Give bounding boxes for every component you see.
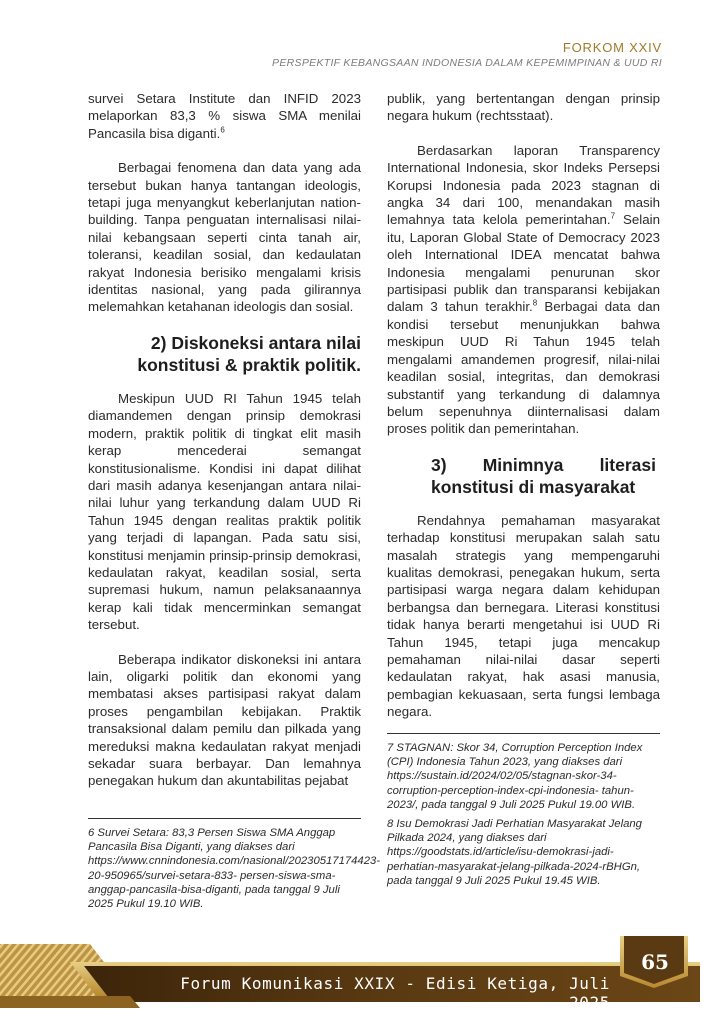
- paragraph: publik, yang bertentangan dengan prinsip negara hukum (rechtsstaat).: [387, 91, 660, 124]
- paragraph-text: Selain itu, Laporan Global State of Democracy 2023 oleh International IDEA mencatat bahwa Indonesia mengalami penurunan skor partisipasi publik dan transparansi kebijakan dalam 3 tahun terakhir.: [387, 212, 660, 315]
- footnote-ref[interactable]: 6: [220, 125, 225, 135]
- paragraph: Berbagai fenomena dan data yang ada tersebut bukan hanya tantangan ideologis, tetapi juga menyangkut keberlanjutan nation- building. Tanpa penguatan internalisasi nilai-nilai kebangsaan seperti cinta tanah air, toleransi, keadilan sosial, dan kedaulatan rakyat Indonesia berisiko mengalami krisis identitas nasional, yang pada gilirannya melemahkan ketahanan ideologis dan sosial.: [88, 160, 361, 315]
- page-footer: [0, 936, 724, 1024]
- footnote-6: 6 Survei Setara: 83,3 Persen Siswa SMA Anggap Pancasila Bisa Diganti, yang diakses dari https://www.cnnindonesia.com/nasional/20230517174423-20-950965/survei-setara-833- persen-siswa-sma-anggap-pancasila-bisa-diganti, pada tanggal 9 Juli 2025 Pukul 19.10 WIB.: [88, 827, 381, 911]
- footnote-ref[interactable]: 8: [532, 299, 538, 309]
- page-number: 65: [641, 950, 669, 974]
- footnote-ref[interactable]: 7: [610, 212, 616, 222]
- right-column: [387, 90, 660, 721]
- heading-line: konstitusi di masyarakat: [431, 476, 636, 497]
- running-header: [272, 40, 662, 69]
- left-column: [88, 90, 361, 790]
- section-heading-3: [387, 454, 660, 498]
- paragraph: Rendahnya pemahaman masyarakat terhadap konstitusi merupakan salah satu masalah strategis yang mempengaruhi kualitas demokrasi, penegakan hukum, serta partisipasi warga negara dalam kehidupan berbangsa dan bernegara. Literasi konstitusi tidak hanya berarti mengetahui isi UUD Ri Tahun 1945, tetapi juga mencakup pemahaman nilai-nilai dasar seperti kedaulatan rakyat, hak asasi manusia, pembagian kekuasaan, serta fungsi lembaga negara.: [387, 512, 660, 720]
- paragraph: Meskipun UUD RI Tahun 1945 telah diamandemen dengan prinsip demokrasi modern, praktik politik di tingkat elit masih kerap mencederai semangat konstitusionalisme. Kondisi ini dapat dilihat dari masih adanya kesenjangan antara nilai-nilai luhur yang terkandung dalam UUD Ri Tahun 1945 dengan realitas praktik politik yang terjadi di lapangan. Pada satu sisi, konstitusi menjamin prinsip-prinsip demokrasi, kedaulatan rakyat, keadilan sosial, serta supremasi hukum, namun pelaksanaannya kerap kali tidak mencerminkan semangat tersebut.: [88, 390, 361, 633]
- heading-line: 3) Minimnya literasi: [431, 454, 656, 475]
- heading-line: konstitusi & praktik politik.: [137, 354, 361, 375]
- paragraph-text: Berbagai data dan kondisi tersebut menunjukkan bahwa meskipun UUD Ri Tahun 1945 telah mengalami amandemen progresif, nilai-nilai keadilan sosial, integritas, dan demokrasi substantif yang terkandung di dalamnya belum sepenuhnya diinternalisasi dalam proses politik dan pemerintahan.: [387, 299, 660, 437]
- paragraph: Beberapa indikator diskoneksi ini antara lain, oligarki politik dan ekonomi yang membatasi akses partisipasi rakyat dalam proses pengambilan kebijakan. Praktik transaksional dalam pemilu dan pilkada yang mereduksi makna kedaulatan rakyat menjadi sekadar suara berbayar. Dan lemahnya penegakan hukum dan akuntabilitas pejabat: [88, 651, 361, 789]
- paragraph: [88, 90, 361, 142]
- paragraph-text: Berdasarkan laporan Transparency International Indonesia, skor Indeks Persepsi Korupsi Indonesia pada 2023 stagnan di angka 34 dari 100, menandakan masih lemahnya tata kelola pemerintahan.: [387, 142, 660, 228]
- magazine-name: FORKOM XXIV: [562, 40, 662, 55]
- footnote-7: 7 STAGNAN: Skor 34, Corruption Perception Index (CPI) Indonesia Tahun 2023, yang diakses dari https://sustain.id/2024/02/05/stagnan-skor-34-corruption-perception-index-cpi-indonesia- tahun-2023/, pada tanggal 9 Juli 2025 Pukul 19.00 WIB.: [387, 742, 643, 811]
- heading-line: 2) Diskoneksi antara nilai: [150, 332, 361, 353]
- footer-title: Forum Komunikasi XXIX - Edisi Ketiga, Juli 2025: [180, 974, 610, 1012]
- paragraph-text: survei Setara Institute dan INFID 2023 melaporkan 83,3 % siswa SMA menilai Pancasila bisa diganti.: [88, 91, 361, 141]
- footnotes-right: [387, 733, 660, 888]
- header-subtitle: PERSPEKTIF KEBANGSAAN INDONESIA DALAM KEPEMIMPINAN & UUD RI: [272, 57, 662, 69]
- paragraph: [387, 142, 660, 438]
- section-heading-2: [88, 332, 361, 376]
- footnote-8: 8 Isu Demokrasi Jadi Perhatian Masyarakat Jelang Pilkada 2024, yang diakses dari https://goodstats.id/article/isu-demokrasi-jadi-perhatian-masyarakat-jelang-pilkada-2024-rBHGn, pada tanggal 9 Juli 2025 Pukul 19.45 WIB.: [387, 818, 642, 887]
- footnotes-left: [88, 818, 381, 911]
